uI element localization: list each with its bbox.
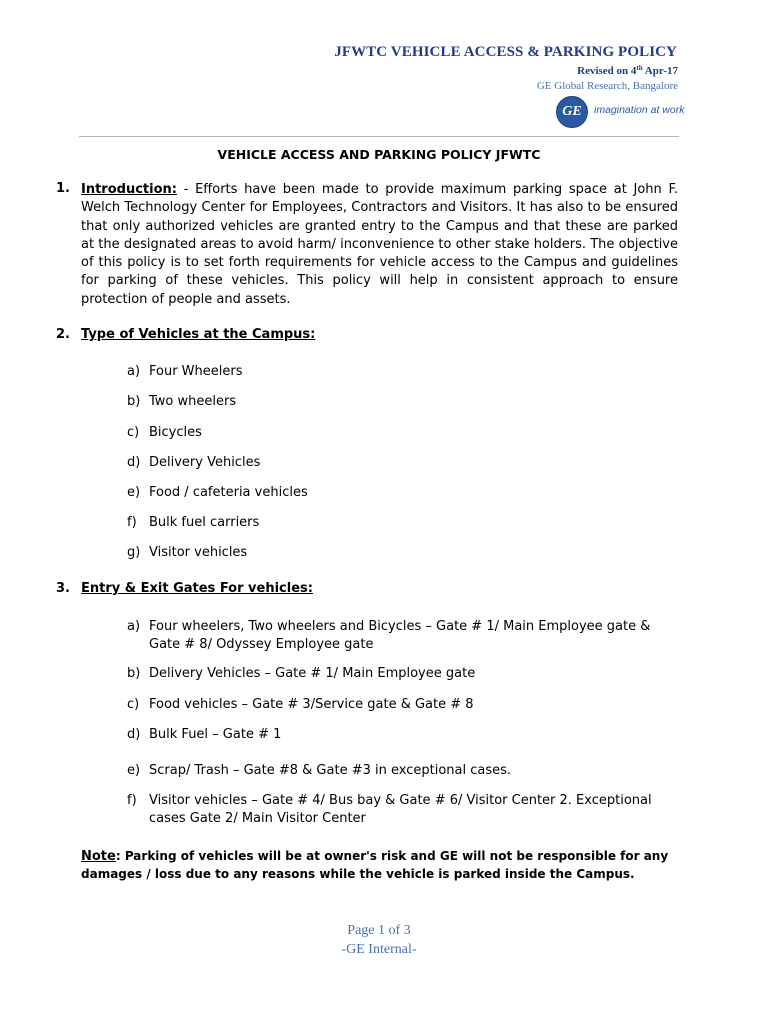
- section-1-number: 1.: [56, 181, 70, 196]
- list-item-label: a): [127, 364, 141, 379]
- section-2-heading: Type of Vehicles at the Campus:: [81, 327, 316, 342]
- list-item-text: Delivery Vehicles: [149, 455, 261, 470]
- section-3-heading: Entry & Exit Gates For vehicles:: [81, 581, 313, 596]
- note-label: Note: [81, 849, 116, 864]
- list-item-label: d): [127, 727, 141, 742]
- list-item-text: Delivery Vehicles – Gate # 1/ Main Employee gate: [149, 666, 476, 681]
- note-paragraph: [81, 848, 681, 883]
- list-item-label: e): [127, 485, 141, 500]
- header-title: JFWTC VEHICLE ACCESS & PARKING POLICY: [334, 44, 677, 60]
- ge-logo: [556, 96, 685, 128]
- list-item-label: c): [127, 425, 140, 440]
- note-colon: :: [115, 849, 121, 863]
- list-item-label: b): [127, 666, 141, 681]
- page-number: Page 1 of 3: [347, 923, 411, 938]
- list-item-text: Four Wheelers: [149, 364, 243, 379]
- note-text: Parking of vehicles will be at owner's risk and GE will not be responsible for any damages / loss due to any reasons while the vehicle is parked inside the Campus.: [81, 849, 669, 881]
- list-item-text: Two wheelers: [149, 394, 237, 409]
- list-item-text: Four wheelers, Two wheelers and Bicycles – Gate # 1/ Main Employee gate & Gate # 8/ Odyssey Employee gate: [149, 619, 651, 652]
- revision-sup: th: [636, 64, 643, 72]
- list-item-text: Bulk Fuel – Gate # 1: [149, 727, 282, 742]
- list-item-text: Food / cafeteria vehicles: [149, 485, 308, 500]
- list-item-label: b): [127, 394, 141, 409]
- revision-date: [577, 64, 678, 77]
- section-1-heading: Introduction:: [81, 182, 177, 197]
- section-1-body: - Efforts have been made to provide maximum parking space at John F. Welch Technology Center for Employees, Contractors and Visitors. It has also to be ensured that only authorized vehicles are granted entry to the Campus and that these are parked at the designated areas to avoid harm/ inconvenience to other stake holders. The objective of this policy is to set forth requirements for vehicle access to the Campus and guidelines for parking of these vehicles. This policy will help in consistent approach to ensure protection of people and assets.: [81, 182, 678, 307]
- revision-prefix: Revised on 4: [577, 65, 637, 77]
- organization: GE Global Research, Bangalore: [536, 80, 678, 92]
- list-item-label: g): [127, 545, 141, 560]
- revision-suffix: Apr-17: [642, 65, 678, 77]
- section-2-number: 2.: [56, 327, 70, 342]
- list-item-text: Food vehicles – Gate # 3/Service gate & Gate # 8: [149, 697, 474, 712]
- list-item-label: c): [127, 697, 140, 712]
- list-item-label: e): [127, 763, 141, 778]
- list-item-text: Scrap/ Trash – Gate #8 & Gate #3 in exceptional cases.: [149, 763, 512, 778]
- document-title: VEHICLE ACCESS AND PARKING POLICY JFWTC: [217, 147, 541, 162]
- header-divider: [79, 136, 679, 137]
- list-item-text: Visitor vehicles: [149, 545, 248, 560]
- list-item-text: Bicycles: [149, 425, 202, 440]
- list-item-text: Bulk fuel carriers: [149, 515, 260, 530]
- ge-logo-mark: GE: [562, 104, 582, 119]
- section-1-paragraph: [81, 181, 678, 309]
- section-3-number: 3.: [56, 581, 70, 596]
- list-item-label: a): [127, 619, 141, 634]
- list-item-text: Visitor vehicles – Gate # 4/ Bus bay & Gate # 6/ Visitor Center 2. Exceptional cases Gate 2/ Main Visitor Center: [149, 793, 652, 826]
- list-item-label: d): [127, 455, 141, 470]
- list-item-label: f): [127, 793, 137, 808]
- logo-tagline: imagination at work: [594, 104, 685, 116]
- list-item-label: f): [127, 515, 137, 530]
- classification-label: -GE Internal-: [341, 942, 417, 957]
